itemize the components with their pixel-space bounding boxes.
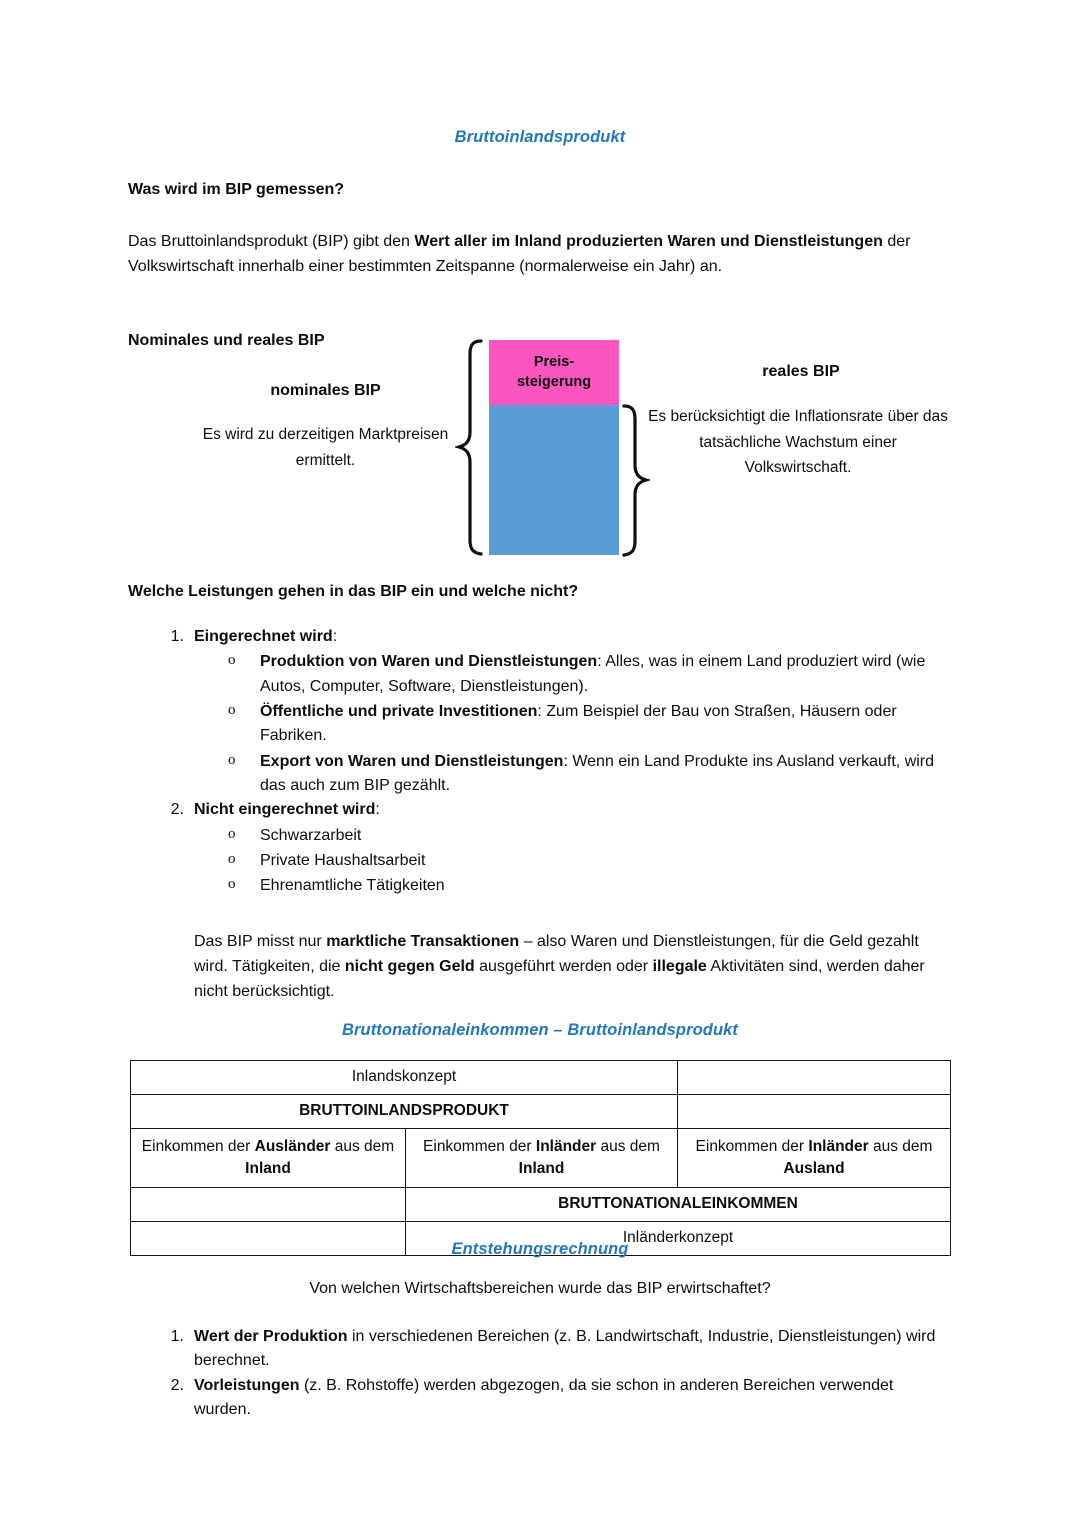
gdp-stacked-bar (489, 340, 619, 555)
list-item (128, 1325, 948, 1374)
sub-list (194, 650, 948, 798)
table-cell-bruttonationaleinkommen: BRUTTONATIONALEINKOMMEN (406, 1188, 951, 1222)
real-gdp-label: reales BIP (762, 363, 840, 380)
table-cell-empty (678, 1095, 951, 1129)
list-item (194, 700, 948, 749)
table-section-title: Bruttonationaleinkommen – Bruttoinlandsprodukt (341, 1021, 739, 1039)
sub-item-bold: Öffentliche und private Investitionen (260, 702, 538, 720)
list-item (194, 824, 948, 848)
table-cell-bruttoinlandsprodukt: BRUTTOINLANDSPRODUKT (131, 1095, 678, 1129)
price-increase-label-line2: steigerung (516, 373, 592, 390)
para2-part1: Das BIP misst nur (194, 933, 327, 950)
para2-part2: – also Waren und Dienstleistungen, für die Geld gezahlt wird. Tätigkeiten, die (194, 933, 919, 975)
table-cell-empty (131, 1188, 406, 1222)
sub-list (194, 824, 948, 899)
section-heading-welche-leistungen: Welche Leistungen gehen in das BIP ein und welche nicht? (128, 583, 579, 600)
list-item (128, 625, 948, 798)
circle-bullet-icon: o (228, 701, 236, 718)
sub-item-bold: Produktion von Waren und Dienstleistungen (260, 653, 598, 671)
numbered-list (128, 625, 948, 898)
bne-bip-table (130, 1060, 951, 1256)
list-item-content (194, 1328, 935, 1369)
sub-item-text: : Alles, was in einem Land produziert wird (wie Autos, Computer, Software, Dienstleistungen). (260, 653, 926, 695)
list-item-text: (z. B. Rohstoffe) werden abgezogen, da sie schon in anderen Bereichen verwendet wurden. (194, 1376, 894, 1418)
table-cell-empty (678, 1061, 951, 1095)
cell-text-b: Inländer (808, 1137, 869, 1155)
nominal-gdp-label: nominales BIP (270, 382, 381, 399)
intro-text-part1: Das Bruttoinlandsprodukt (BIP) gibt den (128, 233, 415, 250)
sub-item-text: Schwarzarbeit (260, 826, 362, 844)
para2-part3: ausgeführt werden oder (474, 957, 653, 975)
circle-bullet-icon: o (228, 876, 236, 893)
cell-text-c: aus dem (596, 1137, 660, 1155)
cell-text-a: Einkommen der (695, 1137, 809, 1155)
list-item (194, 874, 948, 898)
cell-text-a: Einkommen der (141, 1137, 255, 1155)
circle-bullet-icon: o (228, 751, 236, 768)
page-title: Bruttoinlandsprodukt (454, 128, 626, 146)
list-item (128, 798, 948, 898)
intro-text-part2: der Volkswirtschaft innerhalb einer bestimmten Zeitspanne (normalerweise ein Jahr) an. (128, 233, 911, 275)
subheading-nominales-reales-bip: Nominales und reales BIP (128, 332, 325, 349)
nominal-real-gdp-diagram (128, 330, 950, 560)
bne-bip-table-wrapper (130, 1060, 950, 1256)
right-brace-icon (620, 403, 650, 557)
list-number: 1. (170, 628, 184, 645)
para2-part4: Aktivitäten sind, werden daher nicht berücksichtigt. (194, 957, 925, 1000)
list-item-label-text: Nicht eingerechnet wird (194, 801, 376, 819)
circle-bullet-icon: o (228, 850, 236, 867)
cell-text-b: Ausländer (254, 1137, 331, 1155)
list-number: 2. (170, 801, 184, 819)
list-item-text: in verschiedenen Bereichen (z. B. Landwirtschaft, Industrie, Dienstleistungen) wird berechnet. (194, 1328, 936, 1370)
intro-text-bold: Wert aller im Inland produzierten Waren und Dienstleistungen (414, 233, 883, 250)
nominal-gdp-description: Es wird zu derzeitigen Marktpreisen ermittelt. (202, 426, 449, 469)
table-cell-auslaender-inland (131, 1129, 406, 1188)
list-number: 1. (170, 1328, 184, 1345)
table-row (131, 1061, 951, 1095)
cell-text-c: aus dem (330, 1137, 395, 1155)
circle-bullet-icon: o (228, 652, 236, 669)
list-number: 2. (170, 1376, 184, 1394)
table-cell-inlaender-inland (406, 1129, 678, 1188)
market-transactions-paragraph (194, 930, 939, 1004)
list-item-label-text: Eingerechnet wird (194, 628, 333, 645)
cell-text-b: Inländer (535, 1137, 597, 1155)
table-cell-inlandskonzept: Inlandskonzept (131, 1061, 678, 1095)
cell-text-c: aus dem (868, 1137, 933, 1155)
entstehungsrechnung-subtitle: Von welchen Wirtschaftsbereichen wurde das BIP erwirtschaftet? (309, 1280, 771, 1297)
list-item (194, 849, 948, 873)
list-item (128, 1374, 948, 1423)
list-item-label-suffix: : (332, 628, 338, 645)
list-item-label (194, 801, 380, 818)
para2-bold2: nicht gegen Geld (344, 957, 475, 975)
real-gdp-block (489, 405, 619, 555)
price-increase-block (489, 340, 619, 405)
sub-item-bold: Export von Waren und Dienstleistungen (260, 752, 564, 770)
inclusion-exclusion-list (128, 625, 948, 898)
cell-text-d: Inland (518, 1160, 565, 1177)
entstehungsrechnung-list (128, 1325, 948, 1422)
real-gdp-description: Es berücksichtigt die Inflationsrate über das tatsächliche Wachstum einer Volkswirtschaft. (648, 408, 948, 477)
list-item-label (194, 628, 337, 645)
para2-bold1: marktliche Transaktionen (326, 933, 520, 950)
sub-item-text: : Zum Beispiel der Bau von Straßen, Häusern oder Fabriken. (260, 702, 897, 745)
price-increase-label-line1: Preis- (533, 353, 575, 370)
table-cell-inlaender-ausland (678, 1129, 951, 1188)
cell-text-a: Einkommen der (423, 1137, 536, 1155)
entstehungsrechnung-title: Entstehungsrechnung (451, 1240, 629, 1258)
section-heading-was-wird-gemessen: Was wird im BIP gemessen? (128, 181, 345, 198)
list-item-label-suffix: : (375, 801, 380, 819)
table-row (131, 1188, 951, 1222)
sub-item-text: Ehrenamtliche Tätigkeiten (260, 877, 445, 895)
table-cell-inlaenderkonzept: Inländerkonzept (406, 1222, 951, 1256)
table-row (131, 1129, 951, 1188)
table-row (131, 1095, 951, 1129)
numbered-list (128, 1325, 948, 1422)
list-item-content (194, 1377, 893, 1418)
cell-text-d: Ausland (783, 1160, 845, 1177)
para2-bold3: illegale (652, 957, 707, 975)
cell-text-d: Inland (245, 1160, 291, 1177)
list-item-bold: Wert der Produktion (194, 1328, 348, 1345)
intro-paragraph (128, 230, 934, 280)
sub-item-text: Private Haushaltsarbeit (260, 851, 426, 869)
list-item (194, 750, 948, 799)
list-item-bold: Vorleistungen (194, 1376, 300, 1394)
list-item (194, 650, 948, 699)
circle-bullet-icon: o (228, 825, 236, 842)
sub-item-text: : Wenn ein Land Produkte ins Ausland verkauft, wird das auch zum BIP gezählt. (260, 752, 935, 794)
